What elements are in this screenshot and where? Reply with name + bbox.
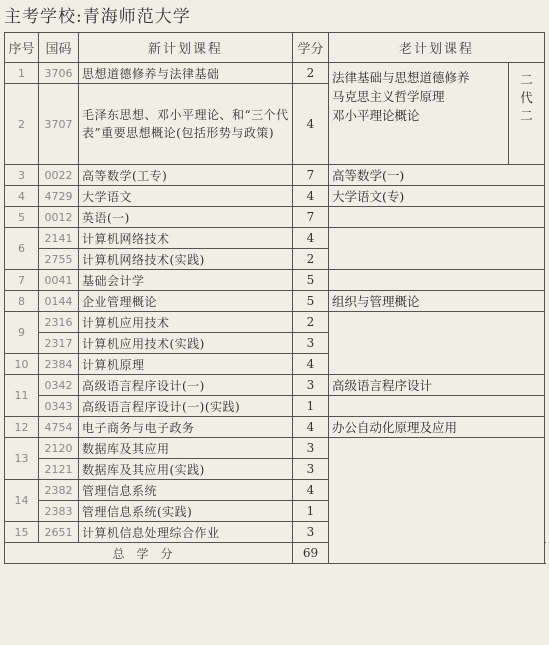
credit-cell: 3 [293,459,329,480]
code-cell: 0342 [39,375,79,396]
old-course-cell [329,396,545,417]
seq-cell: 8 [5,291,39,312]
old-course-cell: 高级语言程序设计 [329,375,545,396]
course-cell: 思想道德修养与法律基础 [79,63,293,84]
credit-cell: 3 [293,375,329,396]
code-cell: 2120 [39,438,79,459]
table-row [5,312,545,333]
header-seq: 序号 [5,33,39,63]
course-cell: 大学语文 [79,186,293,207]
credit-cell: 5 [293,270,329,291]
code-cell: 3707 [39,84,79,165]
course-cell: 高等数学(工专) [79,165,293,186]
credit-cell: 3 [293,333,329,354]
credit-cell: 2 [293,249,329,270]
code-cell: 0343 [39,396,79,417]
credit-cell: 5 [293,291,329,312]
course-cell: 计算机应用技术 [79,312,293,333]
old-course-cell [329,438,545,564]
course-cell: 高级语言程序设计(一)(实践) [79,396,293,417]
credit-cell: 7 [293,207,329,228]
header-credit: 学分 [293,33,329,63]
header-new-course: 新计划课程 [79,33,293,63]
old-course-vertical-note: 二 代 二 [509,63,545,165]
old-course-line: 邓小平理论概论 [332,108,420,123]
table-row [5,438,545,459]
seq-cell: 6 [5,228,39,270]
course-plan-table [4,32,545,564]
header-old-course: 老计划课程 [329,33,545,63]
old-course-cell: 办公自动化原理及应用 [329,417,545,438]
table-row [5,63,545,84]
table-row [5,207,545,228]
seq-cell: 12 [5,417,39,438]
course-cell: 计算机网络技术 [79,228,293,249]
course-cell: 高级语言程序设计(一) [79,375,293,396]
seq-cell: 13 [5,438,39,480]
total-credit: 69 [293,543,329,564]
code-cell: 0041 [39,270,79,291]
code-cell: 2651 [39,522,79,543]
code-cell: 2317 [39,333,79,354]
credit-cell: 1 [293,396,329,417]
course-cell: 计算机原理 [79,354,293,375]
seq-cell: 11 [5,375,39,417]
old-course-cell [329,312,545,375]
course-cell: 计算机网络技术(实践) [79,249,293,270]
code-cell: 2121 [39,459,79,480]
table-row [5,375,545,396]
old-course-cell [329,270,545,291]
table-row [5,417,545,438]
seq-cell: 1 [5,63,39,84]
credit-cell: 1 [293,501,329,522]
code-cell: 4729 [39,186,79,207]
code-cell: 2316 [39,312,79,333]
table-row [5,396,545,417]
credit-cell: 3 [293,522,329,543]
seq-cell: 3 [5,165,39,186]
code-cell: 0144 [39,291,79,312]
seq-cell: 14 [5,480,39,522]
credit-cell: 4 [293,186,329,207]
course-cell: 毛泽东思想、邓小平理论、和“三个代表”重要思想概论(包括形势与政策) [79,84,293,165]
credit-cell: 4 [293,480,329,501]
header-code: 国码 [39,33,79,63]
credit-cell: 4 [293,417,329,438]
old-course-line: 马克思主义哲学原理 [332,89,445,104]
table-row [5,186,545,207]
seq-cell: 15 [5,522,39,543]
course-cell: 数据库及其应用(实践) [79,459,293,480]
course-cell: 管理信息系统(实践) [79,501,293,522]
code-cell: 2384 [39,354,79,375]
seq-cell: 2 [5,84,39,165]
course-cell: 电子商务与电子政务 [79,417,293,438]
seq-cell: 9 [5,312,39,354]
seq-cell: 10 [5,354,39,375]
old-course-cell: 高等数学(一) [329,165,545,186]
course-cell: 管理信息系统 [79,480,293,501]
code-cell: 3706 [39,63,79,84]
course-cell: 英语(一) [79,207,293,228]
code-cell: 2755 [39,249,79,270]
credit-cell: 3 [293,438,329,459]
old-course-cell: 组织与管理概论 [329,291,545,312]
course-cell: 计算机应用技术(实践) [79,333,293,354]
table-row [5,270,545,291]
page-title: 主考学校:青海师范大学 [4,7,191,27]
credit-cell: 2 [293,63,329,84]
code-cell: 2141 [39,228,79,249]
code-cell: 0012 [39,207,79,228]
code-cell: 0022 [39,165,79,186]
course-cell: 基础会计学 [79,270,293,291]
old-course-cell: 大学语文(专) [329,186,545,207]
seq-cell: 5 [5,207,39,228]
course-cell: 数据库及其应用 [79,438,293,459]
code-cell: 2383 [39,501,79,522]
old-course-line: 法律基础与思想道德修养 [332,70,470,85]
table-row [5,165,545,186]
credit-cell: 7 [293,165,329,186]
old-course-cell [329,207,545,228]
code-cell: 2382 [39,480,79,501]
table-row [5,228,545,249]
old-course-block [329,63,509,165]
table-header-row [5,33,545,63]
seq-cell: 7 [5,270,39,291]
credit-cell: 4 [293,354,329,375]
credit-cell: 4 [293,84,329,165]
total-label: 总学分 [5,543,293,564]
table-row [5,291,545,312]
course-cell: 企业管理概论 [79,291,293,312]
course-cell: 计算机信息处理综合作业 [79,522,293,543]
credit-cell: 4 [293,228,329,249]
credit-cell: 2 [293,312,329,333]
code-cell: 4754 [39,417,79,438]
seq-cell: 4 [5,186,39,207]
old-course-cell [329,228,545,270]
